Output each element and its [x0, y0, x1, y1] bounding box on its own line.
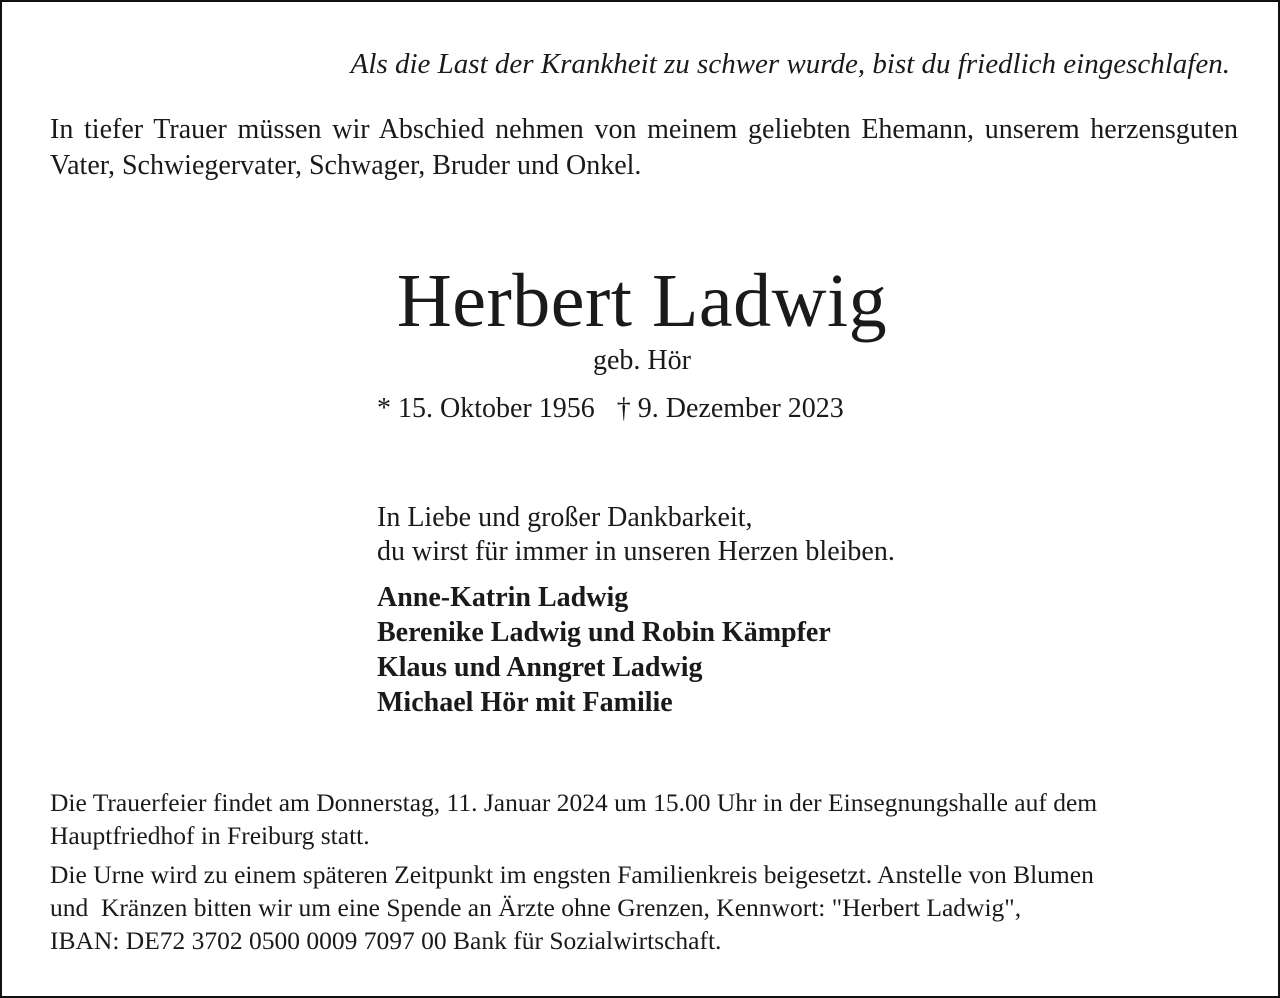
motto-line: Als die Last der Krankheit zu schwer wurde, bist du friedlich eingeschlafen. [350, 48, 1230, 80]
intro-paragraph: In tiefer Trauer müssen wir Abschied nehmen von meinem geliebten Ehemann, unserem herzensguten Vater, Schwiegervater, Schwager, Bruder und Onkel. [50, 114, 1238, 181]
dedication-line: In Liebe und großer Dankbarkeit, [377, 502, 753, 533]
birth-date: * 15. Oktober 1956 [377, 393, 595, 424]
urn-and-donation-info [50, 858, 1238, 957]
urn-line: Die Urne wird zu einem späteren Zeitpunkt im engsten Familienkreis beigesetzt. Anstelle von Blumen [50, 860, 1094, 889]
life-dates [377, 391, 844, 427]
mourner-name: Klaus und Anngret Ladwig [377, 652, 703, 683]
death-date: † 9. Dezember 2023 [616, 393, 844, 424]
funeral-info: Die Trauerfeier findet am Donnerstag, 11. Januar 2024 um 15.00 Uhr in der Einsegnungshalle auf dem Hauptfriedhof in Freiburg statt. [50, 788, 1098, 850]
dedication-line: du wirst für immer in unseren Herzen bleiben. [377, 536, 895, 567]
mourner-name: Anne-Katrin Ladwig [377, 582, 629, 613]
dedication [377, 501, 895, 569]
deceased-name: Herbert Ladwig [396, 259, 888, 343]
mourner-name: Michael Hör mit Familie [377, 687, 673, 718]
birth-name: geb. Hör [593, 345, 691, 376]
urn-line: IBAN: DE72 3702 0500 0009 7097 00 Bank für Sozialwirtschaft. [50, 926, 722, 955]
urn-line: und Kränzen bitten wir um eine Spende an Ärzte ohne Grenzen, Kennwort: "Herbert Ladwig", [50, 893, 1022, 922]
mourner-name: Berenike Ladwig und Robin Kämpfer [377, 617, 831, 648]
mourners-list [377, 580, 831, 720]
